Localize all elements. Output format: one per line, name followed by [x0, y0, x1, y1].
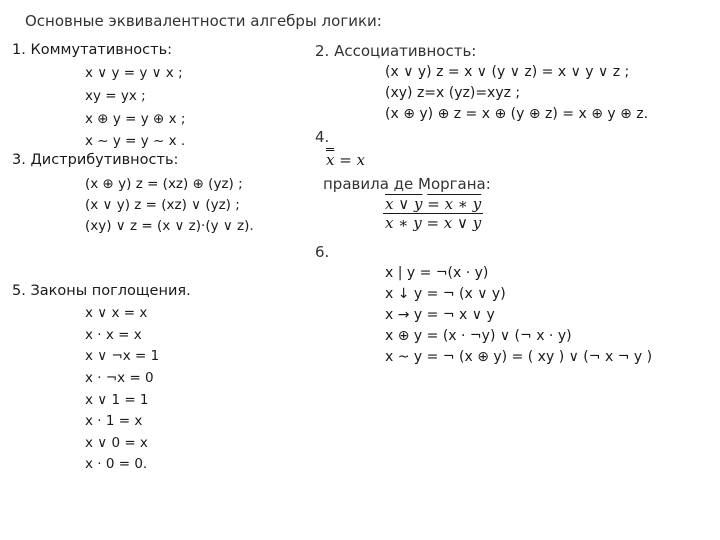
de-morgan-label: правила де Моргана: — [323, 175, 491, 193]
formula-line: (x ⊕ y) ⊕ z = x ⊕ (y ⊕ z) = x ⊕ y ⊕ z. — [385, 106, 649, 122]
formula-line: x ∨ y = y ∨ x ; — [85, 65, 183, 81]
formula-line: (xy) z=x (yz)=xyz ; — [385, 85, 521, 101]
formula-line: (xy) ∨ z = (x ∨ z)·(y ∨ z). — [85, 218, 254, 234]
de-morgan-rule-1-lhs: x ∨ y — [385, 195, 423, 213]
formula-line: x ∨ 1 = 1 — [85, 392, 149, 408]
de-morgan-rule-1-rhs: = x ∗ y — [427, 195, 482, 213]
formula-line: x ∨ ¬x = 1 — [85, 348, 160, 364]
formula-line: x → y = ¬ x ∨ y — [385, 307, 495, 323]
formula-line: (x ⊕ y) z = (xz) ⊕ (yz) ; — [85, 176, 243, 192]
formula-line: (x ∨ y) z = (xz) ∨ (yz) ; — [85, 197, 240, 213]
formula-line: x · ¬x = 0 — [85, 370, 154, 386]
section-4-number: 4. — [315, 128, 330, 146]
formula-line: (x ∨ y) z = x ∨ (y ∨ z) = x ∨ y ∨ z ; — [385, 64, 630, 80]
formula-line: x ∨ 0 = x — [85, 435, 148, 451]
double-negation-formula — [326, 148, 365, 169]
formula-line: x · 1 = x — [85, 413, 143, 429]
page-title: Основные эквивалентности алгебры логики: — [25, 12, 382, 30]
section-1-heading: 1. Коммутативность: — [12, 42, 173, 58]
formula-line: x ~ y = y ~ x . — [85, 133, 186, 149]
double-negation-lhs: $\overline{x}$ — [326, 151, 335, 169]
de-morgan-rule-1 — [383, 195, 483, 214]
de-morgan-rule-2-rhs: = x ∨ y — [426, 214, 482, 232]
section-5-heading: 5. Законы поглощения. — [12, 283, 191, 299]
section-3-heading: 3. Дистрибутивность: — [12, 152, 179, 168]
de-morgan-rule-2-lhs: x ∗ y — [385, 214, 422, 232]
de-morgan-rules — [383, 195, 483, 232]
formula-line: x · 0 = 0. — [85, 456, 148, 472]
formula-line: x ⊕ y = y ⊕ x ; — [85, 111, 186, 127]
de-morgan-rule-2 — [383, 214, 483, 232]
formula-line: x ↓ y = ¬ (x ∨ y) — [385, 286, 506, 302]
formula-line: x · x = x — [85, 327, 142, 343]
formula-line: xy = yx ; — [85, 88, 146, 104]
section-6-number: 6. — [315, 243, 330, 261]
section-2-heading: 2. Ассоциативность: — [315, 42, 477, 60]
formula-line: x ∨ x = x — [85, 305, 148, 321]
formula-line: x ⊕ y = (x · ¬y) ∨ (¬ x · y) — [385, 328, 572, 344]
formula-line: x | y = ¬(x · y) — [385, 265, 489, 281]
formula-line: x ~ y = ¬ (x ⊕ y) = ( xy ) ∨ (¬ x ¬ y ) — [385, 349, 653, 365]
double-negation-rhs: = x — [339, 151, 366, 169]
